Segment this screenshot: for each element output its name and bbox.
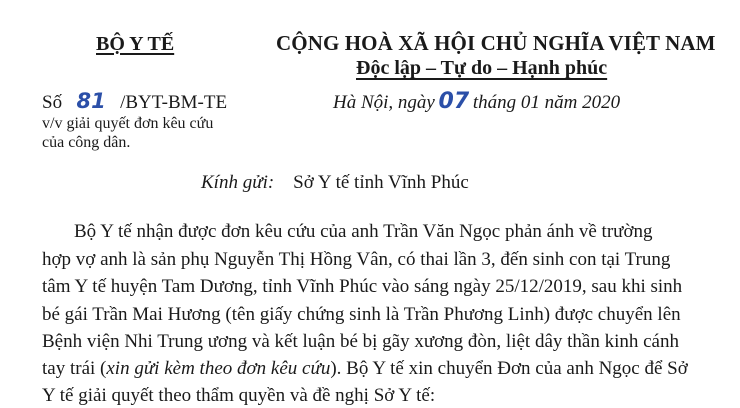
- body-line-2: hợp vợ anh là sản phụ Nguyễn Thị Hồng Vân, có thai lần 3, đến sinh con tại Trung: [42, 249, 671, 270]
- national-motto: Độc lập – Tự do – Hạnh phúc: [356, 57, 608, 79]
- body-line-3: tâm Y tế huyện Tam Dương, tỉnh Vĩnh Phúc vào sáng ngày 25/12/2019, sau khi sinh: [42, 276, 683, 297]
- body-line-4: bé gái Trần Mai Hương (tên giấy chứng sinh là Trần Phương Linh) được chuyển lên: [42, 304, 681, 325]
- issuing-authority: BỘ Y TẾ: [96, 33, 175, 55]
- body-line-6-end: ). Bộ Y tế xin chuyển Đơn của anh Ngọc để Sở: [330, 358, 688, 379]
- national-title: CỘNG HOÀ XÃ HỘI CHỦ NGHĨA VIỆT NAM: [276, 31, 716, 55]
- body-line-6: [42, 358, 688, 380]
- body-line-5: Bệnh viện Nhi Trung ương và kết luận bé bị gãy xương đòn, liệt dây thần kinh cánh: [42, 331, 679, 352]
- body-line-1: Bộ Y tế nhận được đơn kêu cứu của anh Trần Văn Ngọc phản ánh về trường: [74, 221, 653, 242]
- recipient-name: Sở Y tế tỉnh Vĩnh Phúc: [293, 172, 469, 193]
- handwritten-day: 07: [438, 89, 470, 114]
- date-suffix: tháng 01 năm 2020: [472, 92, 621, 113]
- subject-line-1: v/v giải quyết đơn kêu cứu: [42, 115, 214, 132]
- issue-date: [333, 89, 620, 114]
- body-line-6-italic: xin gửi kèm theo đơn kêu cứu: [106, 358, 331, 379]
- document-code: /BYT-BM-TE: [120, 92, 228, 113]
- body-line-6-start: tay trái (: [42, 358, 107, 379]
- document-number: [42, 89, 227, 114]
- number-label: Số: [42, 92, 63, 113]
- recipient: [201, 172, 469, 194]
- recipient-label: Kính gửi:: [201, 172, 275, 193]
- body-line-7: Y tế giải quyết theo thẩm quyền và đề nghị Sở Y tế:: [42, 385, 436, 406]
- subject-line-2: của công dân.: [42, 134, 131, 151]
- handwritten-number: 81: [76, 89, 106, 113]
- date-prefix: Hà Nội, ngày: [333, 92, 435, 113]
